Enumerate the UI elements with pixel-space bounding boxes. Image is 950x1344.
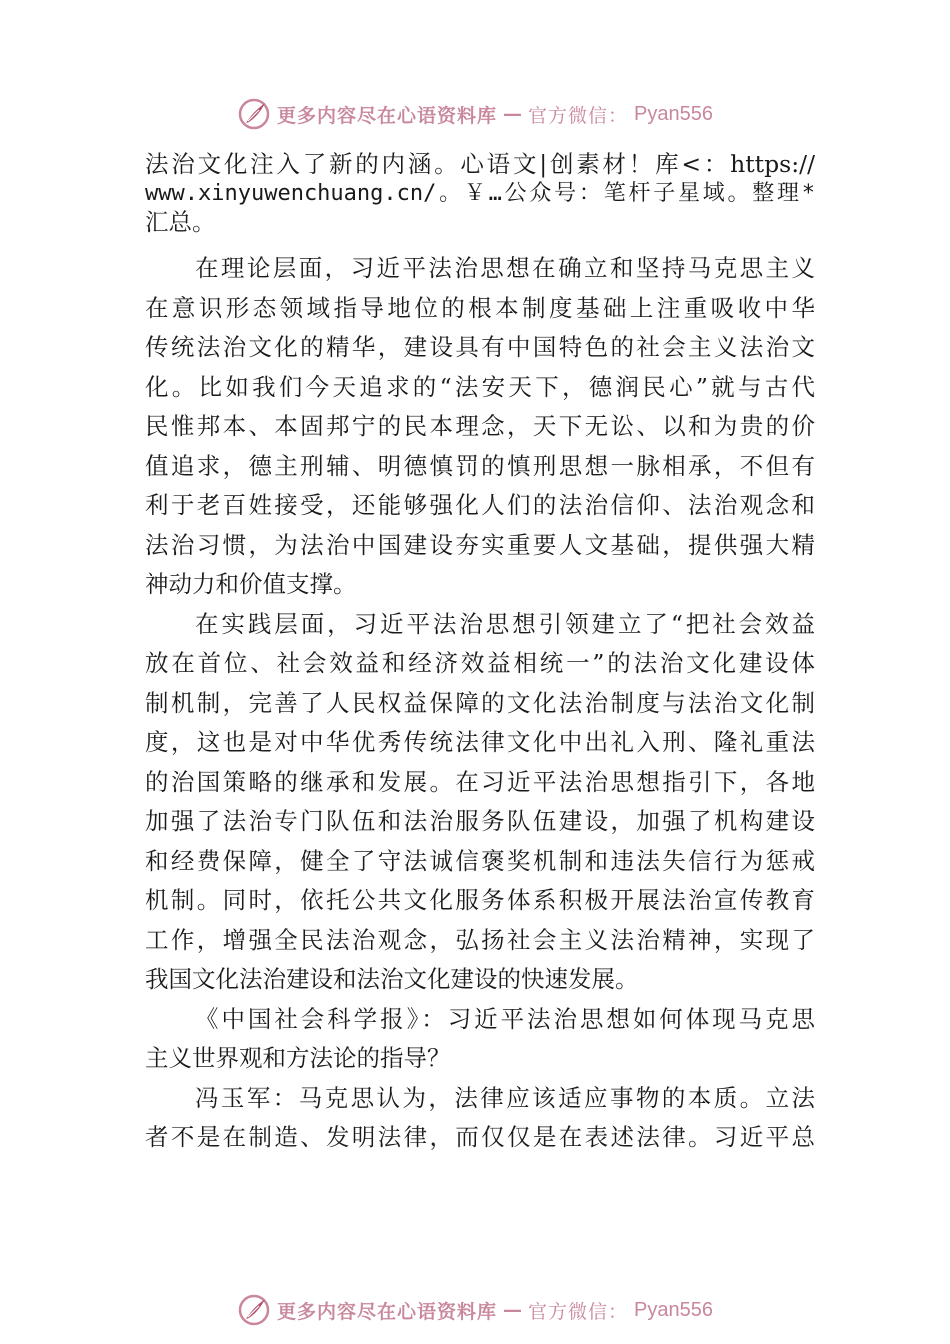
quill-logo-icon bbox=[237, 97, 271, 131]
quill-logo-icon bbox=[237, 1293, 271, 1327]
footer-banner-label: 官方微信： bbox=[528, 1300, 629, 1323]
text-line: 度，这也是对中华优秀传统法律文化中出礼入刑、隆礼重法 bbox=[145, 728, 815, 756]
text-line: 的治国策略的继承和发展。在习近平法治思想指引下，各地 bbox=[145, 767, 815, 796]
text-line: 传统法治文化的精华，建设具有中国特色的社会主义法治文 bbox=[145, 333, 815, 361]
header-banner-separator: — bbox=[503, 103, 523, 125]
text-line: 加强了法治专门队伍和法治服务队伍建设，加强了机构建设 bbox=[145, 807, 815, 835]
text-line: 在意识形态领域指导地位的根本制度基础上注重吸收中华 bbox=[145, 293, 815, 322]
footer-banner-text: 更多内容尽在心语资料库 bbox=[277, 1300, 498, 1323]
text-line: 值追求，德主刑辅、明德慎罚的慎刑思想一脉相承，不但有 bbox=[145, 451, 815, 480]
text-line: 机制。同时，依托公共文化服务体系积极开展法治宣传教育 bbox=[145, 886, 815, 914]
paragraph-start-line: 《中国社会科学报》：习近平法治思想如何体现马克思 bbox=[195, 1004, 815, 1033]
text-line: 和经费保障，健全了守法诚信褒奖机制和违法失信行为惩戒 bbox=[145, 846, 815, 875]
paragraph-start-line: 冯玉军：马克思认为，法律应该适应事物的本质。立法 bbox=[195, 1083, 815, 1112]
paragraph-start-line: 在实践层面，习近平法治思想引领建立了“把社会效益 bbox=[195, 609, 815, 638]
text-line: 神动力和价值支撑。 bbox=[145, 570, 357, 598]
footer-banner-separator: — bbox=[503, 1299, 523, 1321]
text-line: 法治习惯，为法治中国建设夯实重要人文基础，提供强大精 bbox=[145, 530, 815, 559]
text-line: 法治文化注入了新的内涵。心语文|创素材！库<：https:// bbox=[145, 150, 815, 178]
text-line: 汇总。 bbox=[145, 208, 216, 236]
text-line: 利于老百姓接受，还能够强化人们的法治信仰、法治观念和 bbox=[145, 491, 815, 519]
footer-banner bbox=[0, 1290, 950, 1330]
header-banner bbox=[0, 94, 950, 134]
footer-banner-code: Pyan556 bbox=[634, 1298, 713, 1321]
text-line: 主义世界观和方法论的指导？ bbox=[145, 1044, 451, 1072]
text-line: 工作，增强全民法治观念，弘扬社会主义法治精神，实现了 bbox=[145, 925, 815, 954]
text-line: 化。比如我们今天追求的“法安天下，德润民心”就与古代 bbox=[145, 372, 815, 401]
text-line: 制机制，完善了人民权益保障的文化法治制度与法治文化制 bbox=[145, 688, 815, 717]
paragraph-start-line: 在理论层面，习近平法治思想在确立和坚持马克思主义 bbox=[195, 254, 815, 282]
text-line: 放在首位、社会效益和经济效益相统一”的法治文化建设体 bbox=[145, 649, 815, 677]
text-line: 民惟邦本、本固邦宁的民本理念，天下无讼、以和为贵的价 bbox=[145, 412, 815, 440]
document-body bbox=[145, 150, 815, 1158]
text-line: 者不是在制造、发明法律，而仅仅是在表述法律。习近平总 bbox=[145, 1123, 815, 1151]
header-banner-text: 更多内容尽在心语资料库 bbox=[277, 104, 498, 127]
header-banner-code: Pyan556 bbox=[634, 102, 713, 125]
text-line: 我国文化法治建设和法治文化建设的快速发展。 bbox=[145, 965, 639, 993]
header-banner-label: 官方微信： bbox=[528, 104, 629, 127]
text-line: www.xinyuwenchuang.cn/。￥…公众号：笔杆子星域。整理* bbox=[145, 181, 815, 206]
